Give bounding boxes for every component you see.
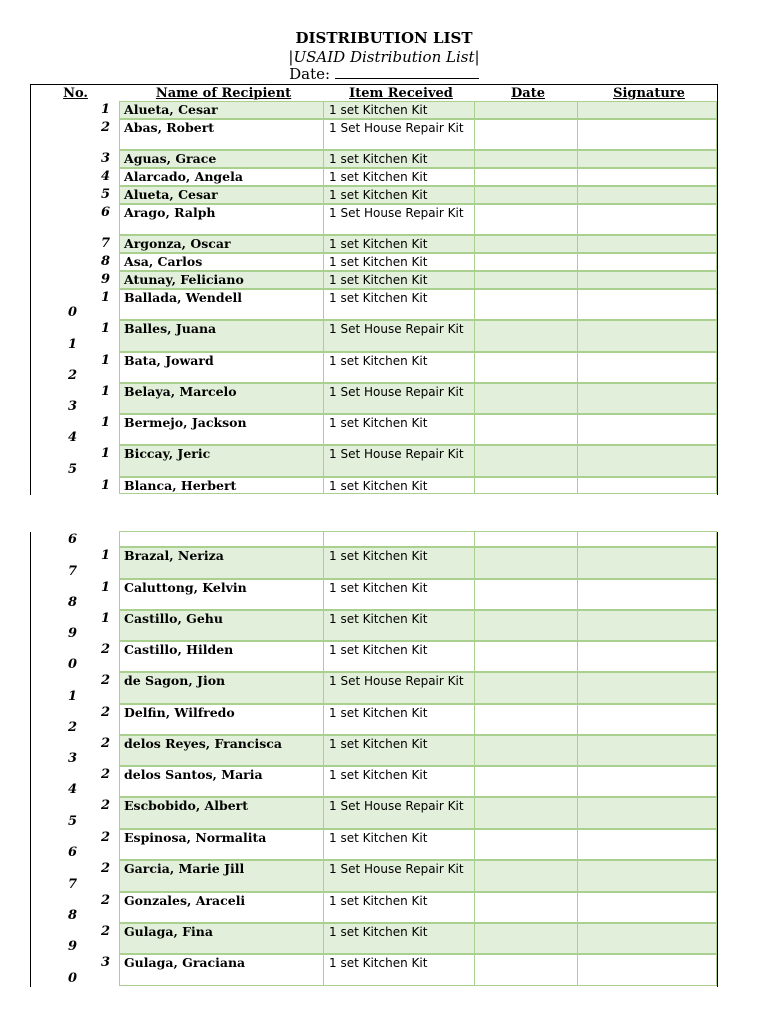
recipient-name-cell: Brazal, Neriza	[119, 547, 324, 579]
row-number	[30, 151, 119, 169]
recipient-name-cell: Castillo, Hilden	[119, 641, 324, 672]
row-number-part-1: 1	[100, 384, 110, 399]
signature-cell	[577, 672, 717, 704]
item-received-cell: 1 set Kitchen Kit	[323, 954, 475, 986]
item-received-cell: 1 set Kitchen Kit	[323, 168, 475, 186]
item-received-cell: 1 Set House Repair Kit	[323, 445, 475, 477]
table-row	[30, 446, 718, 478]
date-cell	[474, 610, 578, 641]
row-number-part-2: 1	[68, 689, 78, 704]
signature-cell	[577, 204, 717, 235]
date-cell	[474, 766, 578, 797]
row-number	[30, 236, 119, 254]
document-title: DISTRIBUTION LIST	[295, 29, 473, 47]
date-label: Date:	[289, 65, 335, 83]
row-number-part-1: 2	[100, 830, 110, 845]
item-received-cell: 1 set Kitchen Kit	[323, 923, 475, 954]
signature-cell	[577, 954, 717, 986]
row-number-part-1: 2	[100, 705, 110, 720]
table-row	[30, 893, 718, 924]
row-number	[30, 548, 119, 580]
date-cell	[474, 892, 578, 923]
date-cell	[474, 271, 578, 289]
table-row	[30, 151, 718, 169]
row-number	[30, 861, 119, 893]
row-number	[30, 478, 119, 495]
date-cell	[474, 445, 578, 477]
item-received-cell: 1 set Kitchen Kit	[323, 547, 475, 579]
row-number-part-2: 6	[68, 845, 78, 860]
date-cell	[474, 797, 578, 829]
signature-cell	[577, 320, 717, 352]
recipient-name-cell: Escbobido, Albert	[119, 797, 324, 829]
row-number-part-1: 2	[100, 673, 110, 688]
date-cell	[474, 150, 578, 168]
date-cell	[474, 414, 578, 445]
row-number-part-2: 0	[68, 971, 78, 986]
item-received-cell: 1 set Kitchen Kit	[323, 186, 475, 204]
signature-cell	[577, 271, 717, 289]
signature-cell	[577, 735, 717, 766]
row-number	[30, 705, 119, 736]
row-number-part-2: 2	[68, 368, 78, 383]
table-row	[30, 236, 718, 254]
table-row	[30, 767, 718, 798]
row-number-part-1: 1	[100, 580, 110, 595]
signature-cell	[577, 186, 717, 204]
row-number	[30, 532, 119, 548]
table-row	[30, 955, 718, 987]
recipient-name-cell: Alueta, Cesar	[119, 101, 324, 119]
table-row	[30, 187, 718, 205]
signature-cell	[577, 829, 717, 860]
recipient-name-cell: Bermejo, Jackson	[119, 414, 324, 445]
signature-cell	[577, 531, 717, 547]
row-number-part-2: 4	[68, 782, 78, 797]
row-number-part-1: 7	[100, 236, 110, 251]
table-row	[30, 580, 718, 611]
item-received-cell: 1 set Kitchen Kit	[323, 610, 475, 641]
row-number	[30, 924, 119, 955]
row-number-part-2: 9	[68, 939, 78, 954]
date-cell	[474, 101, 578, 119]
signature-cell	[577, 352, 717, 383]
row-number	[30, 205, 119, 236]
table-row	[30, 415, 718, 446]
recipient-name-cell: Gulaga, Fina	[119, 923, 324, 954]
row-number-part-1: 3	[100, 151, 110, 166]
recipient-name-cell	[119, 531, 324, 547]
signature-cell	[577, 414, 717, 445]
row-number-part-2: 1	[68, 337, 78, 352]
row-number-part-1: 3	[100, 955, 110, 970]
row-number-part-1: 1	[100, 321, 110, 336]
table-row	[30, 705, 718, 736]
row-number	[30, 353, 119, 384]
row-number-part-2: 8	[68, 908, 78, 923]
row-number	[30, 736, 119, 767]
table-row	[30, 290, 718, 321]
row-number-part-2: 4	[68, 430, 78, 445]
signature-cell	[577, 923, 717, 954]
row-number	[30, 642, 119, 673]
column-header-signature: Signature	[613, 86, 685, 101]
recipient-name-cell: delos Reyes, Francisca	[119, 735, 324, 766]
table-row	[30, 254, 718, 272]
recipient-name-cell: Castillo, Gehu	[119, 610, 324, 641]
signature-cell	[577, 477, 717, 494]
row-number	[30, 580, 119, 611]
signature-cell	[577, 253, 717, 271]
signature-cell	[577, 101, 717, 119]
row-number	[30, 102, 119, 120]
signature-cell	[577, 766, 717, 797]
recipient-name-cell: Belaya, Marcelo	[119, 383, 324, 414]
row-number-part-1: 2	[100, 767, 110, 782]
date-cell	[474, 641, 578, 672]
row-number-part-1: 1	[100, 290, 110, 305]
row-number-part-1: 9	[100, 272, 110, 287]
row-number-part-1: 1	[100, 548, 110, 563]
date-cell	[474, 235, 578, 253]
row-number-part-2: 8	[68, 595, 78, 610]
row-number	[30, 446, 119, 478]
date-cell	[474, 383, 578, 414]
table-row	[30, 532, 718, 548]
row-number-part-2: 6	[68, 532, 78, 547]
row-number-part-1: 2	[100, 924, 110, 939]
date-line	[0, 65, 768, 83]
row-number-part-1: 1	[100, 415, 110, 430]
item-received-cell: 1 set Kitchen Kit	[323, 253, 475, 271]
row-number	[30, 673, 119, 705]
recipient-name-cell: Delfin, Wilfredo	[119, 704, 324, 735]
table-row	[30, 924, 718, 955]
row-number	[30, 798, 119, 830]
date-cell	[474, 168, 578, 186]
table-row	[30, 272, 718, 290]
recipient-name-cell: Biccay, Jeric	[119, 445, 324, 477]
date-cell	[474, 477, 578, 494]
signature-cell	[577, 547, 717, 579]
row-number	[30, 290, 119, 321]
date-cell	[474, 186, 578, 204]
table-row	[30, 102, 718, 120]
date-cell	[474, 579, 578, 610]
recipient-name-cell: Asa, Carlos	[119, 253, 324, 271]
row-number-part-1: 2	[100, 893, 110, 908]
row-number	[30, 384, 119, 415]
column-header-name: Name of Recipient	[155, 86, 292, 101]
row-number	[30, 611, 119, 642]
row-number	[30, 120, 119, 151]
table-row	[30, 384, 718, 415]
row-number-part-1: 8	[100, 254, 110, 269]
table-row	[30, 478, 718, 495]
row-number-part-2: 5	[68, 462, 78, 477]
row-number-part-1: 2	[100, 798, 110, 813]
row-number-part-2: 0	[68, 305, 78, 320]
date-cell	[474, 119, 578, 150]
recipient-name-cell: de Sagon, Jion	[119, 672, 324, 704]
signature-cell	[577, 892, 717, 923]
table-row	[30, 830, 718, 861]
date-cell	[474, 531, 578, 547]
recipient-name-cell: Alueta, Cesar	[119, 186, 324, 204]
date-blank-field	[335, 65, 479, 79]
item-received-cell: 1 set Kitchen Kit	[323, 892, 475, 923]
signature-cell	[577, 235, 717, 253]
recipient-name-cell: Blanca, Herbert	[119, 477, 324, 494]
table-row	[30, 736, 718, 767]
item-received-cell: 1 set Kitchen Kit	[323, 704, 475, 735]
recipient-name-cell: Arago, Ralph	[119, 204, 324, 235]
row-number-part-2: 5	[68, 814, 78, 829]
item-received-cell: 1 Set House Repair Kit	[323, 797, 475, 829]
recipient-name-cell: Argonza, Oscar	[119, 235, 324, 253]
table-row	[30, 120, 718, 151]
table-row	[30, 611, 718, 642]
row-number	[30, 272, 119, 290]
signature-cell	[577, 383, 717, 414]
item-received-cell	[323, 531, 475, 547]
row-number-part-1: 1	[100, 353, 110, 368]
row-number-part-1: 1	[100, 611, 110, 626]
date-cell	[474, 923, 578, 954]
item-received-cell: 1 set Kitchen Kit	[323, 766, 475, 797]
row-number-part-2: 7	[68, 877, 78, 892]
row-number-part-1: 2	[100, 642, 110, 657]
item-received-cell: 1 set Kitchen Kit	[323, 235, 475, 253]
signature-cell	[577, 150, 717, 168]
item-received-cell: 1 Set House Repair Kit	[323, 672, 475, 704]
date-cell	[474, 352, 578, 383]
date-cell	[474, 954, 578, 986]
row-number-part-1: 2	[100, 861, 110, 876]
item-received-cell: 1 set Kitchen Kit	[323, 829, 475, 860]
table-row	[30, 548, 718, 580]
item-received-cell: 1 set Kitchen Kit	[323, 271, 475, 289]
row-number-part-2: 2	[68, 720, 78, 735]
signature-cell	[577, 610, 717, 641]
item-received-cell: 1 Set House Repair Kit	[323, 320, 475, 352]
date-cell	[474, 704, 578, 735]
date-cell	[474, 289, 578, 320]
table-row	[30, 673, 718, 705]
row-number-part-1: 4	[100, 169, 110, 184]
recipient-name-cell: Bata, Joward	[119, 352, 324, 383]
row-number-part-1: 5	[100, 187, 110, 202]
recipient-name-cell: Balles, Juana	[119, 320, 324, 352]
item-received-cell: 1 Set House Repair Kit	[323, 860, 475, 892]
recipient-name-cell: Ballada, Wendell	[119, 289, 324, 320]
item-received-cell: 1 set Kitchen Kit	[323, 477, 475, 494]
recipient-name-cell: Aguas, Grace	[119, 150, 324, 168]
row-number-part-1: 1	[100, 478, 110, 493]
table-row	[30, 169, 718, 187]
recipient-name-cell: Gulaga, Graciana	[119, 954, 324, 986]
date-cell	[474, 735, 578, 766]
row-number	[30, 893, 119, 924]
row-number	[30, 169, 119, 187]
date-cell	[474, 829, 578, 860]
item-received-cell: 1 Set House Repair Kit	[323, 204, 475, 235]
row-number	[30, 321, 119, 353]
item-received-cell: 1 set Kitchen Kit	[323, 289, 475, 320]
signature-cell	[577, 860, 717, 892]
row-number	[30, 254, 119, 272]
item-received-cell: 1 set Kitchen Kit	[323, 579, 475, 610]
recipient-name-cell: Espinosa, Normalita	[119, 829, 324, 860]
item-received-cell: 1 Set House Repair Kit	[323, 119, 475, 150]
row-number	[30, 767, 119, 798]
date-cell	[474, 253, 578, 271]
table-header	[30, 84, 718, 102]
date-cell	[474, 204, 578, 235]
recipient-name-cell: Gonzales, Araceli	[119, 892, 324, 923]
row-number	[30, 830, 119, 861]
recipient-name-cell: delos Santos, Maria	[119, 766, 324, 797]
item-received-cell: 1 set Kitchen Kit	[323, 101, 475, 119]
table-row	[30, 642, 718, 673]
row-number-part-1: 6	[100, 205, 110, 220]
item-received-cell: 1 set Kitchen Kit	[323, 735, 475, 766]
row-number-part-2: 7	[68, 564, 78, 579]
row-number	[30, 415, 119, 446]
recipient-name-cell: Atunay, Feliciano	[119, 271, 324, 289]
signature-cell	[577, 704, 717, 735]
row-number-part-1: 1	[100, 102, 110, 117]
document-subtitle: |USAID Distribution List|	[288, 48, 480, 66]
row-number-part-1: 2	[100, 736, 110, 751]
date-cell	[474, 860, 578, 892]
column-header-item: Item Received	[349, 86, 453, 101]
item-received-cell: 1 Set House Repair Kit	[323, 383, 475, 414]
item-received-cell: 1 set Kitchen Kit	[323, 641, 475, 672]
table-row	[30, 205, 718, 236]
row-number	[30, 187, 119, 205]
signature-cell	[577, 119, 717, 150]
item-received-cell: 1 set Kitchen Kit	[323, 150, 475, 168]
signature-cell	[577, 797, 717, 829]
column-header-no: No.	[63, 86, 88, 101]
row-number	[30, 955, 119, 987]
table-row	[30, 321, 718, 353]
recipient-name-cell: Garcia, Marie Jill	[119, 860, 324, 892]
item-received-cell: 1 set Kitchen Kit	[323, 414, 475, 445]
row-number-part-1: 2	[100, 120, 110, 135]
row-number-part-2: 9	[68, 626, 78, 641]
signature-cell	[577, 168, 717, 186]
date-cell	[474, 672, 578, 704]
signature-cell	[577, 289, 717, 320]
signature-cell	[577, 445, 717, 477]
signature-cell	[577, 641, 717, 672]
row-number-part-2: 0	[68, 657, 78, 672]
recipient-name-cell: Alarcado, Angela	[119, 168, 324, 186]
row-number-part-2: 3	[68, 399, 78, 414]
table-row	[30, 798, 718, 830]
date-cell	[474, 547, 578, 579]
recipient-name-cell: Caluttong, Kelvin	[119, 579, 324, 610]
item-received-cell: 1 set Kitchen Kit	[323, 352, 475, 383]
table-row	[30, 353, 718, 384]
date-cell	[474, 320, 578, 352]
column-header-date: Date	[511, 86, 545, 101]
table-row	[30, 861, 718, 893]
row-number-part-1: 1	[100, 446, 110, 461]
signature-cell	[577, 579, 717, 610]
row-number-part-2: 3	[68, 751, 78, 766]
recipient-name-cell: Abas, Robert	[119, 119, 324, 150]
